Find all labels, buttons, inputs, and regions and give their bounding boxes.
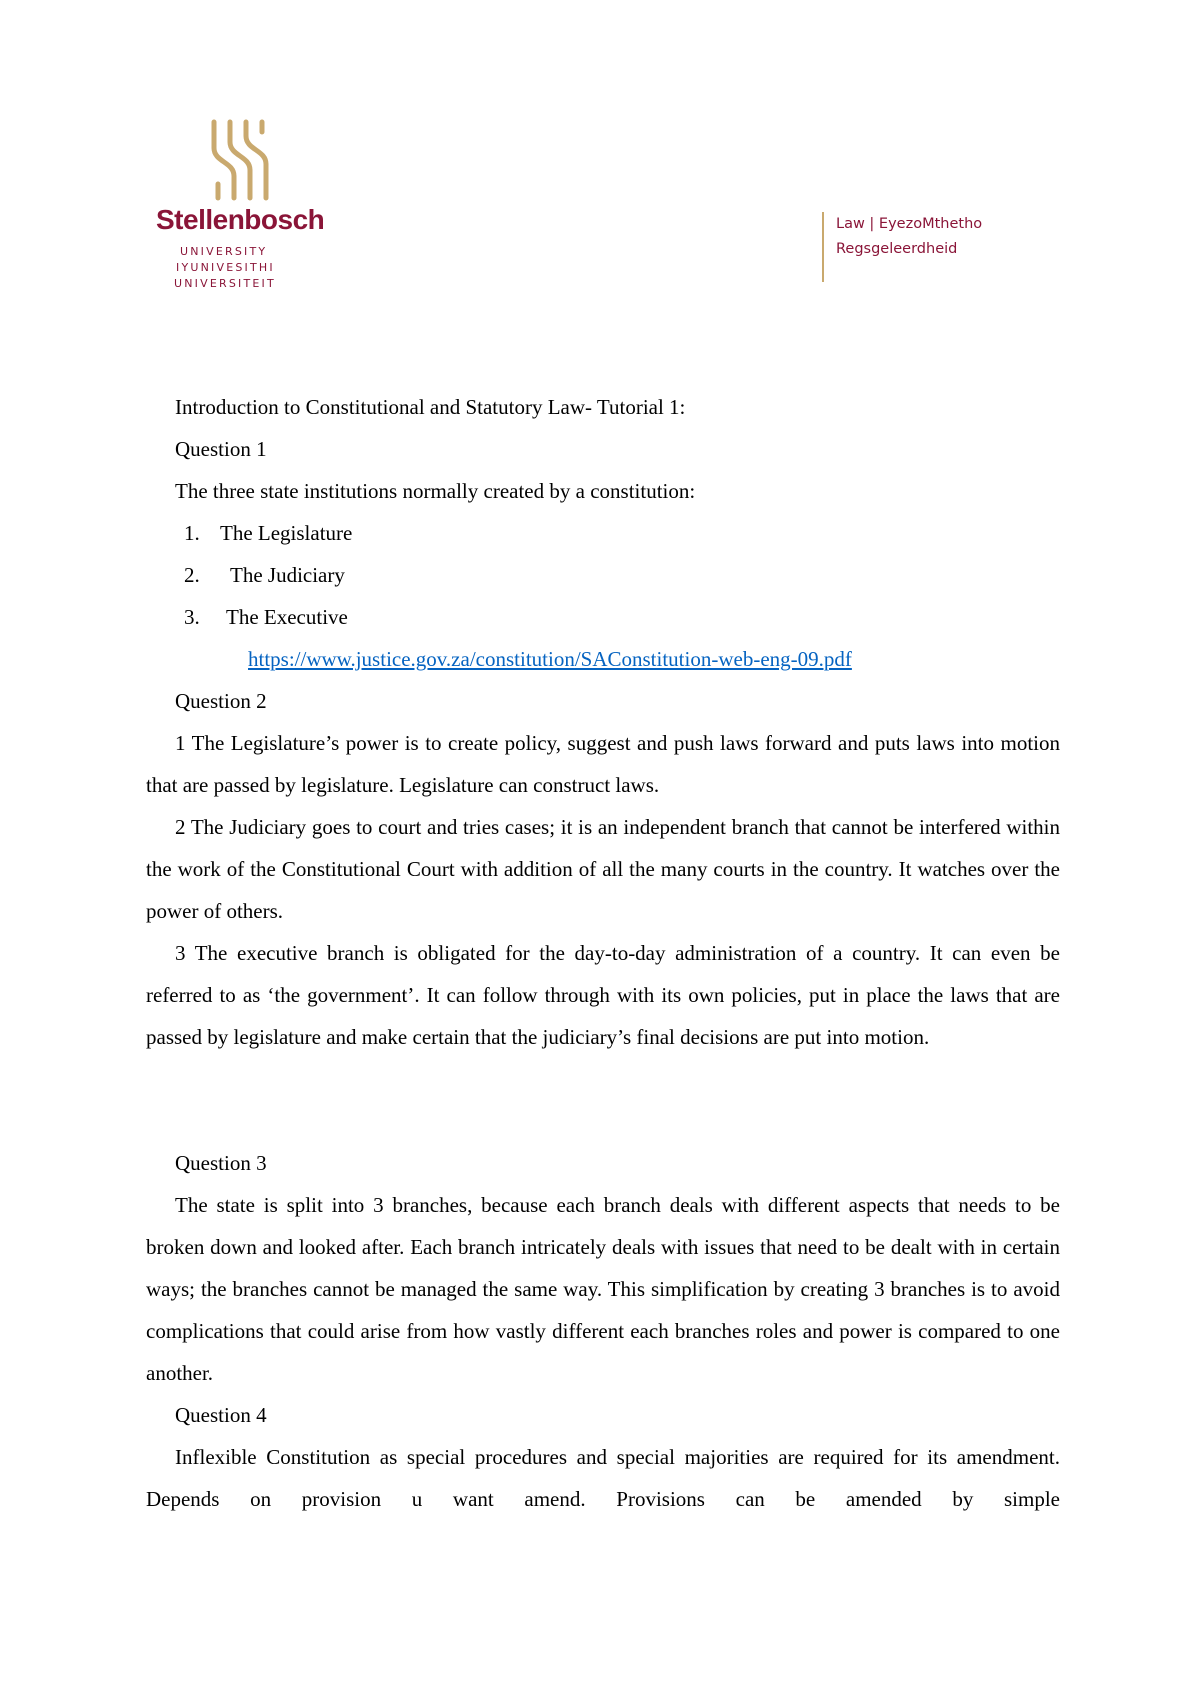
department-line-1: Law | EyezoMthetho xyxy=(836,216,983,232)
question-2-paragraph-2: 2 The Judiciary goes to court and tries cases; it is an independent branch that cannot be interfered within the work of the Constitutional Court with addition of all the many courts in the country. It watches over the power of others. xyxy=(146,815,1060,923)
blank-space xyxy=(146,1058,1060,1142)
logo-line-university: UNIVERSITY xyxy=(180,245,268,258)
question-4-paragraph: Inflexible Constitution as special procedures and special majorities are required for its amendment. Depends on provision u want amend. Provisions can be amended by simple xyxy=(146,1445,1060,1511)
question-2-heading: Question 2 xyxy=(175,689,267,713)
list-text: The Executive xyxy=(226,605,348,629)
question-2-paragraph-1: 1 The Legislature’s power is to create policy, suggest and push laws forward and puts laws into motion that are passed by legislature. Legislature can construct laws. xyxy=(146,731,1060,797)
department-label xyxy=(822,212,982,282)
question-2-paragraph-3: 3 The executive branch is obligated for the day-to-day administration of a country. It can even be referred to as ‘the government’. It can follow through with its own policies, put in place the laws that are passed by legislature and make certain that the judiciary’s final decisions are put into motion. xyxy=(146,941,1060,1049)
logo-line-iyunivesithi: IYUNIVESITHI xyxy=(176,261,275,274)
question-1-intro: The three state institutions normally created by a constitution: xyxy=(175,479,696,503)
list-text: The Legislature xyxy=(220,521,353,545)
department-line-2: Regsgeleerdheid xyxy=(836,241,958,257)
list-item xyxy=(146,554,1060,596)
list-item xyxy=(146,596,1060,638)
list-text: The Judiciary xyxy=(230,563,345,587)
question-3-paragraph: The state is split into 3 branches, because each branch deals with different aspects that needs to be broken down and looked after. Each branch intricately deals with issues that need to be dealt with in certain ways; the branches cannot be managed the same way. This simplification by creating 3 branches is to avoid complications that could arise from how vastly different each branches roles and power is compared to one another. xyxy=(146,1193,1060,1385)
document-title: Introduction to Constitutional and Statutory Law- Tutorial 1: xyxy=(175,395,686,419)
constitution-link[interactable]: https://www.justice.gov.za/constitution/SAConstitution-web-eng-09.pdf xyxy=(248,647,852,671)
stellenbosch-crest-icon xyxy=(206,118,278,204)
document-body xyxy=(146,386,1060,1520)
list-number: 3. xyxy=(184,605,200,629)
list-number: 1. xyxy=(184,521,200,545)
question-4-heading: Question 4 xyxy=(175,1403,267,1427)
list-item xyxy=(146,512,1060,554)
logo-wordmark: Stellenbosch xyxy=(156,204,325,235)
list-number: 2. xyxy=(184,563,200,587)
logo-line-universiteit: UNIVERSITEIT xyxy=(174,277,276,290)
question-3-heading: Question 3 xyxy=(175,1151,267,1175)
question-1-heading: Question 1 xyxy=(175,437,267,461)
